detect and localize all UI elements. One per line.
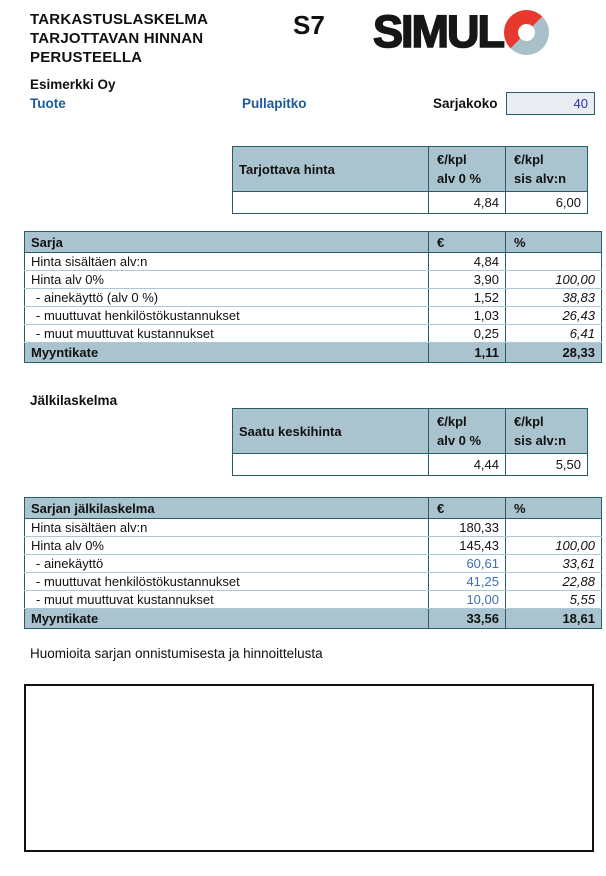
- table-row-label: - muuttuvat henkilöstökustannukset: [25, 573, 429, 591]
- offer-table-title: Tarjottava hinta: [233, 147, 429, 192]
- offer-col-alv0-line2: alv 0 %: [437, 171, 482, 186]
- offer-col-alv0-line1: €/kpl: [437, 152, 467, 167]
- margin-row-label: Myyntikate: [25, 343, 429, 363]
- table-row-pct: 100,00: [506, 537, 602, 555]
- table-row-label: Hinta alv 0%: [25, 537, 429, 555]
- page-title-line1: TARKASTUSLASKELMA: [30, 11, 209, 28]
- table-row-eur: 3,90: [429, 271, 506, 289]
- input-cell-eur[interactable]: 10,00: [429, 591, 506, 609]
- series-calculation-table: [24, 231, 602, 363]
- table-row-eur: 1,03: [429, 307, 506, 325]
- table-row-eur: 180,33: [429, 519, 506, 537]
- table-row-pct: 26,43: [506, 307, 602, 325]
- offer-empty-cell: [233, 192, 429, 214]
- margin-row-pct: 28,33: [506, 343, 602, 363]
- sarja-pct-header: %: [506, 232, 602, 253]
- margin-row-eur: 33,56: [429, 609, 506, 629]
- margin-row-label: Myyntikate: [25, 609, 429, 629]
- offer-col-sisalv-line1: €/kpl: [514, 152, 544, 167]
- offer-col-sisalv-header: [506, 147, 588, 192]
- avg-value-sisalv: 5,50: [506, 454, 588, 476]
- offer-value-alv0: 4,84: [429, 192, 506, 214]
- table-row-pct: 6,41: [506, 325, 602, 343]
- table-row-pct: 5,55: [506, 591, 602, 609]
- page-title-line2: TARJOTTAVAN HINNAN: [30, 30, 204, 47]
- avg-empty-cell: [233, 454, 429, 476]
- table-row-eur: 0,25: [429, 325, 506, 343]
- simulo-logo-text: SIMUL: [373, 6, 503, 57]
- input-cell-eur[interactable]: 41,25: [429, 573, 506, 591]
- series-size-label: Sarjakoko: [433, 96, 498, 111]
- company-name: Esimerkki Oy: [30, 77, 116, 92]
- margin-row-pct: 18,61: [506, 609, 602, 629]
- table-row-pct: 100,00: [506, 271, 602, 289]
- table-row-label: Hinta sisältäen alv:n: [25, 519, 429, 537]
- table-row-pct: [506, 519, 602, 537]
- avg-col-sisalv-header: [506, 409, 588, 454]
- notes-heading: Huomioita sarjan onnistumisesta ja hinnoittelusta: [30, 646, 323, 661]
- table-row-label: Hinta sisältäen alv:n: [25, 253, 429, 271]
- page-title: [30, 10, 208, 67]
- avg-col-alv0-line1: €/kpl: [437, 414, 467, 429]
- table-row-label: Hinta alv 0%: [25, 271, 429, 289]
- table-row-label: - ainekäyttö (alv 0 %): [25, 289, 429, 307]
- offer-col-alv0-header: [429, 147, 506, 192]
- series-size-input[interactable]: 40: [506, 92, 595, 115]
- product-label: Tuote: [30, 96, 66, 111]
- offer-col-sisalv-line2: sis alv:n: [514, 171, 567, 186]
- product-value[interactable]: Pullapitko: [242, 96, 307, 111]
- table-row-pct: 33,61: [506, 555, 602, 573]
- table-row-label: - muut muuttuvat kustannukset: [25, 325, 429, 343]
- notes-input-box[interactable]: [24, 684, 594, 852]
- offer-value-sisalv: 6,00: [506, 192, 588, 214]
- sarja-table-title: Sarja: [25, 232, 429, 253]
- table-row-pct: 38,83: [506, 289, 602, 307]
- sheet-code: S7: [293, 10, 325, 40]
- avg-value-alv0: 4,44: [429, 454, 506, 476]
- table-row-label: - ainekäyttö: [25, 555, 429, 573]
- avg-col-sisalv-line1: €/kpl: [514, 414, 544, 429]
- offered-price-table: [232, 146, 588, 214]
- avg-table-title: Saatu keskihinta: [233, 409, 429, 454]
- jalki-table-title: Sarjan jälkilaskelma: [25, 498, 429, 519]
- simulo-logo-o-icon: [504, 10, 549, 55]
- table-row-pct: [506, 253, 602, 271]
- input-cell-eur[interactable]: 60,61: [429, 555, 506, 573]
- table-row-eur: 145,43: [429, 537, 506, 555]
- post-calculation-heading: Jälkilaskelma: [30, 393, 118, 408]
- table-row-eur: 1,52: [429, 289, 506, 307]
- jalki-pct-header: %: [506, 498, 602, 519]
- average-price-table: [232, 408, 588, 476]
- avg-col-alv0-header: [429, 409, 506, 454]
- table-row-eur: 4,84: [429, 253, 506, 271]
- table-row-label: - muut muuttuvat kustannukset: [25, 591, 429, 609]
- simulo-logo: [373, 8, 549, 56]
- avg-col-sisalv-line2: sis alv:n: [514, 433, 567, 448]
- series-post-calculation-table: [24, 497, 602, 629]
- margin-row-eur: 1,11: [429, 343, 506, 363]
- avg-col-alv0-line2: alv 0 %: [437, 433, 482, 448]
- page-title-line3: PERUSTEELLA: [30, 49, 143, 66]
- jalki-eur-header: €: [429, 498, 506, 519]
- table-row-pct: 22,88: [506, 573, 602, 591]
- table-row-label: - muuttuvat henkilöstökustannukset: [25, 307, 429, 325]
- sarja-eur-header: €: [429, 232, 506, 253]
